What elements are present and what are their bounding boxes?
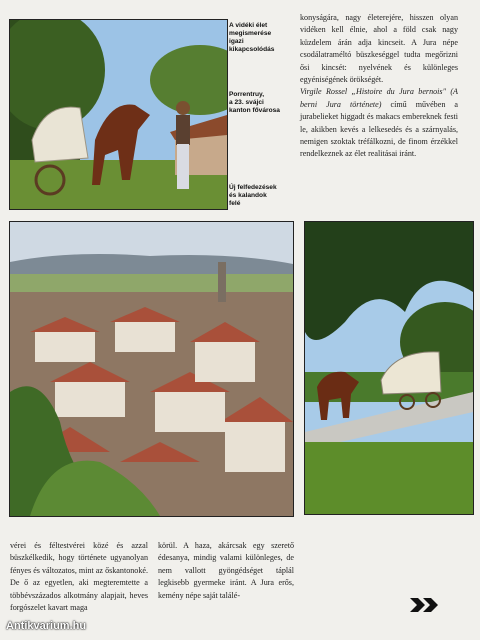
article-text-right	[300, 12, 458, 161]
caption-rural-life: A vidéki élet megismerése igazi kikapcsolódás	[229, 22, 275, 53]
paragraph: vérei és féltestvérei közé és azzal büszkélkedik, hogy története ugyanolyan fényes és változatos, mint az őskantonoké. De ő az egyetlen, aki megteremtette a többévszázados alkotmány alapjait, heves forgószelet kavart maga	[10, 541, 148, 613]
watermark: Antikvarium.hu	[6, 620, 87, 632]
caption-new-discoveries: Új felfedezések és kalandok felé	[229, 184, 277, 207]
paragraph: Virgile Rossel „Histoire du Jura bernois" (A berni Jura története) című művében a jurabelieket higgadt és makacs embereknek festi le, akikben kevés a lelkesedés és a szárnyalás, nemigen szoktak tréfálkozni, de finom érzékkel rendelkeznek az élet realitásai iránt.	[300, 87, 458, 159]
photo-horse-wagon	[9, 19, 228, 210]
double-arrow-right-icon[interactable]	[410, 598, 440, 612]
caption-porrentruy: Porrentruy, a 23. svájci kanton fővárosa	[229, 91, 280, 114]
paragraph: körül. A haza, akárcsak egy szerető édesanya, mindig valami különleges, de nem vallott gyöngédséget táplál legkisebb gyermeke iránt. A Jura erős, kemény népe saját találé-	[158, 541, 294, 600]
article-text-bottom-middle	[158, 540, 294, 602]
paragraph: konyságára, nagy életerejére, hisszen olyan vidéken kell élnie, ahol a föld csak nagy küzdelem árán adja kincseit. A Jura népe csodálatraméltó büszkeséggel tudta megőrizni ősi kincsét: nyelvének és különleges egyéniségének örökségét.	[300, 13, 458, 85]
article-text-bottom-left	[10, 540, 148, 614]
book-title: Virgile Rossel „Histoire du Jura bernois" (A berni Jura története)	[300, 87, 458, 109]
photo-wagon-road	[304, 221, 474, 515]
photo-porrentruy-town	[9, 221, 294, 517]
